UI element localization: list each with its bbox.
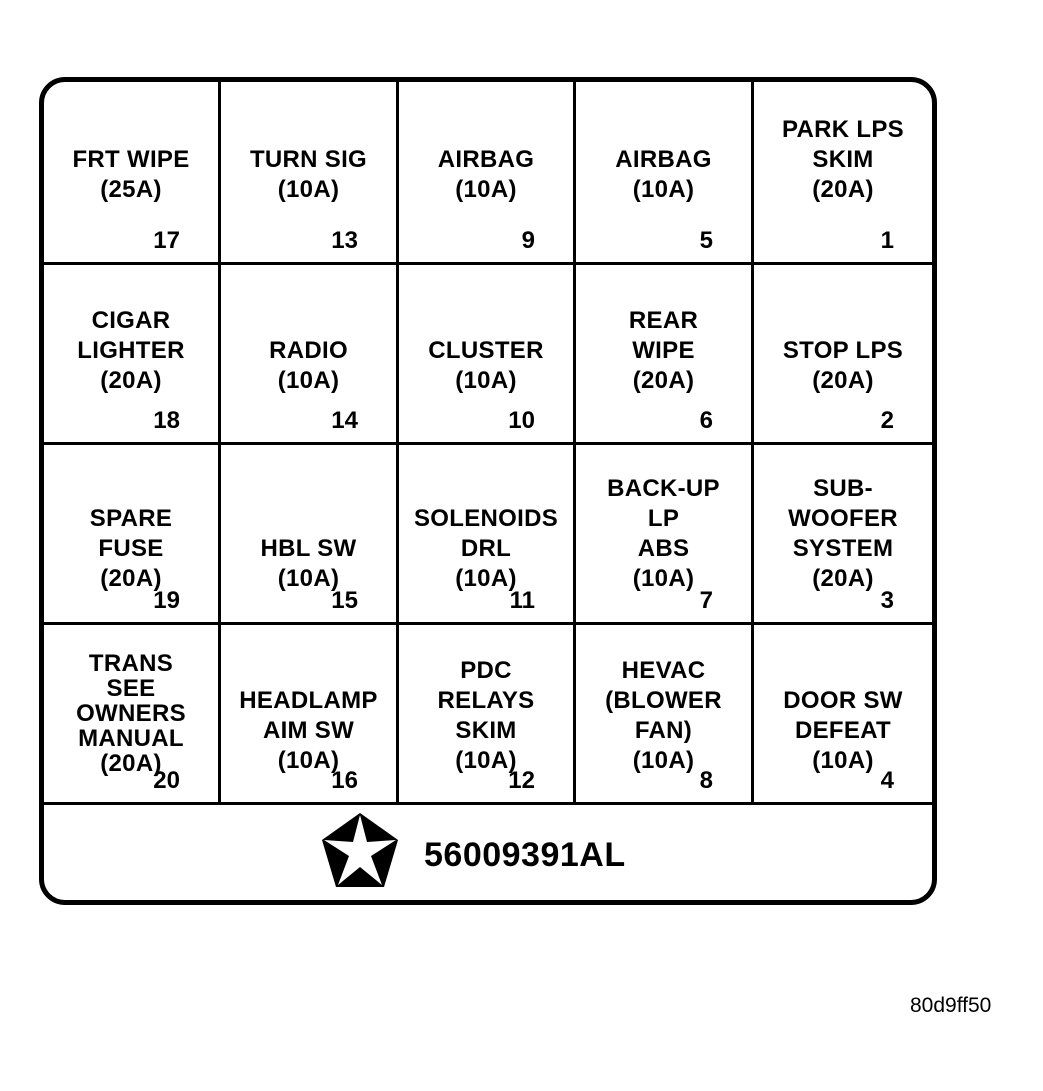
fuse-number: 10 — [508, 407, 535, 434]
fuse-description-line: (BLOWER — [605, 687, 722, 714]
fuse-cell — [44, 82, 221, 265]
fuse-cell — [754, 445, 932, 625]
fuse-description-line: (10A) — [632, 565, 695, 592]
fuse-description-line: PARK LPS — [782, 116, 904, 143]
fuse-description-line: SKIM — [812, 146, 874, 173]
fuse-number: 12 — [508, 767, 535, 794]
fuse-description-line: TURN SIG — [249, 146, 368, 173]
fuse-number: 18 — [153, 407, 180, 434]
fuse-description-line: (10A) — [277, 565, 340, 592]
fuse-description-line: WOOFER — [788, 505, 898, 532]
fuse-description — [221, 336, 396, 396]
fuse-cell — [754, 265, 932, 445]
fuse-description — [399, 504, 573, 594]
fuse-description — [44, 504, 218, 594]
fuse-number: 14 — [331, 407, 358, 434]
fuse-cell — [221, 82, 399, 265]
fuse-description-line: STOP LPS — [782, 337, 904, 364]
fuse-description-line: SOLENOIDS — [413, 505, 559, 532]
fuse-cell — [44, 265, 221, 445]
fuse-description-line: OWNERS — [76, 700, 186, 727]
fuse-cell — [576, 265, 754, 445]
fuse-description-line: SPARE — [89, 505, 173, 532]
fuse-description-line: (20A) — [812, 367, 874, 394]
fuse-description-line: SUB- — [813, 475, 873, 502]
fuse-description — [576, 656, 751, 776]
fuse-number: 16 — [331, 767, 358, 794]
fuse-number: 4 — [880, 767, 894, 794]
fuse-description-line: (20A) — [812, 565, 874, 592]
fuse-description-line: LP — [647, 505, 680, 532]
fuse-number: 19 — [153, 587, 180, 614]
fuse-description-line: (10A) — [277, 367, 340, 394]
fuse-number: 9 — [521, 227, 535, 254]
fuse-description-line: DRL — [460, 535, 512, 562]
fuse-description-line: TRANS — [88, 650, 174, 677]
fuse-description-line: DEFEAT — [794, 717, 892, 744]
fuse-description-line: HEVAC — [621, 657, 706, 684]
fuse-cell — [399, 265, 576, 445]
fuse-description-line: ABS — [637, 535, 690, 562]
fuse-description-line: SYSTEM — [792, 535, 894, 562]
label-footer — [44, 805, 932, 900]
fuse-description-line: MANUAL — [78, 725, 184, 752]
fuse-description-line: REAR — [628, 307, 699, 334]
fuse-description — [399, 145, 573, 205]
fuse-description-line: RELAYS — [437, 687, 535, 714]
fuse-number: 13 — [331, 227, 358, 254]
fuse-description-line: (20A) — [100, 367, 162, 394]
fuse-description — [44, 306, 218, 396]
fuse-description-line: (10A) — [632, 176, 695, 203]
fuse-description — [754, 336, 932, 396]
fuse-description-line: FUSE — [98, 535, 164, 562]
fuse-description-line: BACK-UP — [607, 475, 720, 502]
fuse-cell — [399, 445, 576, 625]
fuse-description — [754, 686, 932, 776]
fuse-number: 7 — [699, 587, 713, 614]
fuse-description-line: (20A) — [100, 565, 162, 592]
fuse-description-line: AIRBAG — [437, 146, 535, 173]
fuse-description-line: (20A) — [100, 750, 162, 777]
fuse-description-line: DOOR SW — [783, 687, 903, 714]
fuse-description-line: PDC — [460, 657, 512, 684]
fuse-number: 11 — [509, 587, 535, 614]
fuse-description-line: (20A) — [812, 176, 874, 203]
fuse-description-line: RADIO — [269, 337, 348, 364]
fuse-number: 3 — [880, 587, 894, 614]
fuse-description — [44, 651, 218, 776]
fuse-description — [754, 115, 932, 205]
fuse-description-line: (25A) — [100, 176, 162, 203]
fuse-description-line: LIGHTER — [77, 337, 185, 364]
fuse-description-line: (10A) — [455, 747, 517, 774]
fuse-cell — [44, 625, 221, 805]
fuse-cell — [754, 82, 932, 265]
pentastar-icon — [320, 811, 400, 891]
fuse-description — [44, 145, 218, 205]
fuse-description — [399, 336, 573, 396]
fuse-description-line: WIPE — [632, 337, 695, 364]
fuse-cell — [576, 82, 754, 265]
fuse-label-panel — [39, 77, 937, 905]
fuse-number: 6 — [699, 407, 713, 434]
fuse-description-line: FAN) — [634, 717, 693, 744]
fuse-description-line: SKIM — [455, 717, 517, 744]
fuse-number: 20 — [153, 767, 180, 794]
fuse-cell — [399, 82, 576, 265]
fuse-number: 17 — [153, 227, 180, 254]
fuse-description-line: (10A) — [455, 176, 517, 203]
fuse-description-line: CLUSTER — [428, 337, 544, 364]
fuse-description — [221, 145, 396, 205]
fuse-description-line: (20A) — [632, 367, 695, 394]
fuse-description-line: AIRBAG — [615, 146, 712, 173]
image-id: 80d9ff50 — [910, 994, 992, 1017]
fuse-number: 5 — [699, 227, 713, 254]
fuse-description — [221, 686, 396, 776]
fuse-description-line: (10A) — [812, 747, 874, 774]
fuse-description-line: (10A) — [455, 367, 517, 394]
fuse-description-line: HBL SW — [260, 535, 357, 562]
fuse-description — [576, 306, 751, 396]
fuse-cell — [576, 625, 754, 805]
fuse-cell — [44, 445, 221, 625]
fuse-description-line: AIM SW — [262, 717, 355, 744]
fuse-description-line: (10A) — [632, 747, 695, 774]
fuse-number: 2 — [880, 407, 894, 434]
fuse-description — [221, 534, 396, 594]
fuse-description — [399, 656, 573, 776]
fuse-description-line: FRT WIPE — [72, 146, 190, 173]
fuse-description-line: CIGAR — [91, 307, 171, 334]
fuse-description-line: (10A) — [277, 176, 340, 203]
fuse-cell — [221, 625, 399, 805]
fuse-description-line: SEE — [106, 675, 156, 702]
fuse-description — [576, 474, 751, 594]
fuse-number: 15 — [331, 587, 358, 614]
fuse-description — [754, 474, 932, 594]
fuse-description-line: (10A) — [455, 565, 517, 592]
part-number: 56009391AL — [424, 836, 626, 874]
fuse-description-line: (10A) — [277, 747, 340, 774]
fuse-number: 8 — [699, 767, 713, 794]
fuse-number: 1 — [880, 227, 894, 254]
fuse-cell — [221, 445, 399, 625]
fuse-grid — [44, 82, 932, 805]
fuse-description-line: HEADLAMP — [239, 687, 378, 714]
fuse-cell — [754, 625, 932, 805]
fuse-description — [576, 145, 751, 205]
fuse-cell — [221, 265, 399, 445]
fuse-cell — [576, 445, 754, 625]
fuse-cell — [399, 625, 576, 805]
